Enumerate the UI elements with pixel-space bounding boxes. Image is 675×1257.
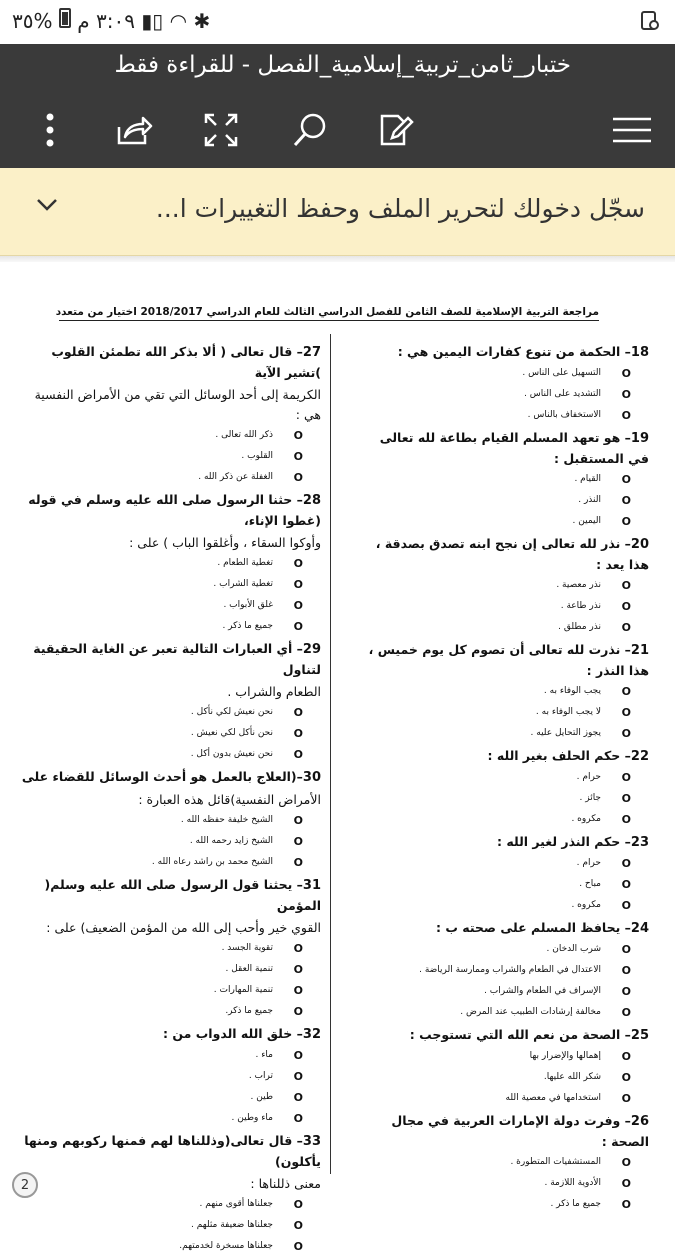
option-text: الأدوية اللازمة . bbox=[544, 1178, 601, 1188]
option-bullet: O bbox=[293, 471, 303, 484]
answer-option[interactable] bbox=[357, 939, 649, 960]
answer-option[interactable] bbox=[357, 874, 649, 895]
option-bullet: O bbox=[621, 579, 631, 592]
question-text: – نذرت لله تعالى أن تصوم كل يوم خميس ، هذا النذر : bbox=[368, 642, 649, 678]
option-text: تراب . bbox=[248, 1071, 273, 1081]
option-bullet: O bbox=[293, 450, 303, 463]
question-29 bbox=[21, 639, 321, 680]
search-icon bbox=[292, 112, 328, 148]
question-26 bbox=[357, 1111, 649, 1152]
question-27 bbox=[21, 342, 321, 383]
question-number: 28 bbox=[302, 493, 321, 508]
hamburger-menu-icon bbox=[612, 117, 652, 143]
share-button[interactable] bbox=[110, 108, 158, 152]
answer-option[interactable] bbox=[21, 1087, 321, 1108]
option-text: نحن نعيش لكي نأكل . bbox=[190, 707, 273, 717]
option-bullet: O bbox=[621, 621, 631, 634]
answer-option[interactable] bbox=[357, 1152, 649, 1173]
option-bullet: O bbox=[621, 1198, 631, 1211]
option-bullet: O bbox=[293, 1219, 303, 1232]
document-page[interactable] bbox=[0, 262, 675, 1253]
question-text-continued: الطعام والشراب . bbox=[227, 684, 321, 699]
option-text: جعلناها أقوى منهم . bbox=[199, 1199, 273, 1209]
option-text: تنمية المهارات . bbox=[213, 985, 273, 995]
option-text: مباح . bbox=[579, 879, 601, 889]
option-bullet: O bbox=[293, 1198, 303, 1211]
answer-option[interactable] bbox=[357, 895, 649, 916]
option-bullet: O bbox=[293, 1049, 303, 1062]
right-column bbox=[357, 340, 649, 1215]
option-text: استخدامها في معصية الله bbox=[505, 1093, 601, 1103]
question-text: – هو تعهد المسلم القيام بطاعة لله تعالى في المستقبل : bbox=[379, 430, 649, 466]
option-bullet: O bbox=[293, 706, 303, 719]
question-19 bbox=[357, 428, 649, 469]
answer-option[interactable] bbox=[357, 469, 649, 490]
answer-option[interactable] bbox=[21, 467, 321, 488]
option-bullet: O bbox=[621, 727, 631, 740]
question-number: 33 bbox=[302, 1134, 321, 1149]
option-text: مخالفة إرشادات الطبيب عند المرض . bbox=[460, 1007, 601, 1017]
edit-button[interactable] bbox=[372, 108, 420, 152]
answer-option[interactable] bbox=[357, 1173, 649, 1194]
question-text: – الحكمة من تنوع كفارات اليمين هي : bbox=[397, 344, 631, 359]
option-bullet: O bbox=[293, 856, 303, 869]
question-text-continued: القوي خير وأحب إلى الله من المؤمن الضعيف) على : bbox=[46, 920, 321, 935]
question-text: – قال تعالى ( ألا بذكر الله تطمئن القلوب )تشير الآية bbox=[51, 344, 321, 380]
answer-option[interactable] bbox=[21, 702, 321, 723]
answer-option[interactable] bbox=[357, 723, 649, 744]
option-text: الشيخ زايد رحمه الله . bbox=[189, 836, 273, 846]
signal-icon: ▮▯ bbox=[141, 9, 164, 33]
option-bullet: O bbox=[621, 494, 631, 507]
option-text: ماء . bbox=[255, 1050, 273, 1060]
toolbar bbox=[0, 108, 675, 156]
answer-option[interactable] bbox=[357, 1002, 649, 1023]
answer-option[interactable] bbox=[21, 595, 321, 616]
option-text: تغطية الطعام . bbox=[217, 558, 273, 568]
option-text: نذر طاعة . bbox=[560, 601, 601, 611]
question-text: – نذر لله تعالى إن نجح ابنه تصدق بصدقة ، هذا يعد : bbox=[375, 536, 649, 572]
question-number: 31 bbox=[302, 878, 321, 893]
option-text: نحن نأكل لكي نعيش . bbox=[190, 728, 273, 738]
answer-option[interactable] bbox=[357, 1067, 649, 1088]
option-bullet: O bbox=[293, 835, 303, 848]
option-text: جائز . bbox=[579, 793, 601, 803]
option-text: اليمين . bbox=[572, 516, 601, 526]
page-number-badge[interactable]: 2 bbox=[12, 1172, 38, 1198]
option-bullet: O bbox=[621, 685, 631, 698]
answer-option[interactable] bbox=[21, 980, 321, 1001]
option-text: تنمية العقل . bbox=[225, 964, 273, 974]
question-text: – يحافظ المسلم على صحته ب : bbox=[435, 920, 631, 935]
answer-option[interactable] bbox=[21, 1194, 321, 1215]
option-bullet: O bbox=[621, 515, 631, 528]
option-bullet: O bbox=[293, 963, 303, 976]
question-text: – حكم النذر لغير الله : bbox=[497, 834, 631, 849]
option-bullet: O bbox=[621, 600, 631, 613]
battery-icon bbox=[59, 8, 71, 28]
answer-option[interactable] bbox=[357, 960, 649, 981]
option-text: الشيخ خليفة حفظه الله . bbox=[180, 815, 273, 825]
option-bullet: O bbox=[293, 942, 303, 955]
option-text: الشيخ محمد بن راشد رعاه الله . bbox=[151, 857, 273, 867]
answer-option[interactable] bbox=[21, 1215, 321, 1236]
option-bullet: O bbox=[293, 1112, 303, 1125]
answer-option[interactable] bbox=[357, 405, 649, 426]
option-bullet: O bbox=[293, 620, 303, 633]
question-text: – خلق الله الدواب من : bbox=[163, 1026, 303, 1041]
question-text: –(العلاج بالعمل هو أحدث الوسائل للقضاء على bbox=[21, 769, 303, 784]
answer-option[interactable] bbox=[357, 490, 649, 511]
answer-option[interactable] bbox=[357, 981, 649, 1002]
option-text: مكروه . bbox=[571, 814, 601, 824]
question-number: 32 bbox=[302, 1027, 321, 1042]
answer-option[interactable] bbox=[21, 959, 321, 980]
option-bullet: O bbox=[621, 473, 631, 486]
answer-option[interactable] bbox=[357, 681, 649, 702]
search-button[interactable] bbox=[286, 108, 334, 152]
question-text-continued: وأوكوا السقاء ، وأغلقوا الباب ) على : bbox=[129, 535, 321, 550]
answer-option[interactable] bbox=[357, 511, 649, 532]
status-bar bbox=[0, 0, 675, 44]
option-text: الإسراف في الطعام والشراب . bbox=[484, 986, 601, 996]
question-20 bbox=[357, 534, 649, 575]
question-text: – حكم الحلف بغير الله : bbox=[487, 748, 631, 763]
option-text: إهمالها والإضرار بها bbox=[529, 1051, 601, 1061]
option-text: التشديد على الناس . bbox=[524, 389, 601, 399]
option-text: القيام . bbox=[574, 474, 601, 484]
option-bullet: O bbox=[293, 727, 303, 740]
question-33 bbox=[21, 1131, 321, 1172]
question-23 bbox=[357, 832, 649, 853]
question-text-continued: الكريمة إلى أحد الوسائل التي تقي من الأمراض النفسية هي : bbox=[34, 387, 321, 422]
option-bullet: O bbox=[621, 388, 631, 401]
option-bullet: O bbox=[621, 964, 631, 977]
banner-message: سجّل دخولك لتحرير الملف وحفظ التغييرات ا... bbox=[155, 194, 645, 223]
option-bullet: O bbox=[621, 1156, 631, 1169]
option-bullet: O bbox=[293, 1070, 303, 1083]
answer-option[interactable] bbox=[21, 1108, 321, 1129]
option-text: الاعتدال في الطعام والشراب وممارسة الرياضة . bbox=[419, 965, 601, 975]
answer-option[interactable] bbox=[21, 1066, 321, 1087]
option-bullet: O bbox=[621, 1177, 631, 1190]
question-number: 26 bbox=[630, 1114, 649, 1129]
option-bullet: O bbox=[621, 1071, 631, 1084]
question-number: 22 bbox=[630, 749, 649, 764]
question-32 bbox=[21, 1024, 321, 1045]
share-icon bbox=[115, 113, 153, 147]
answer-option[interactable] bbox=[357, 809, 649, 830]
option-text: ماء وطين . bbox=[231, 1113, 273, 1123]
question-number: 23 bbox=[630, 835, 649, 850]
option-bullet: O bbox=[621, 1092, 631, 1105]
answer-option[interactable] bbox=[21, 723, 321, 744]
option-bullet: O bbox=[293, 748, 303, 761]
answer-option[interactable] bbox=[21, 425, 321, 446]
option-text: النذر . bbox=[578, 495, 601, 505]
answer-option[interactable] bbox=[21, 831, 321, 852]
question-22 bbox=[357, 746, 649, 767]
option-bullet: O bbox=[293, 814, 303, 827]
question-text: – يحثنا قول الرسول صلى الله عليه وسلم( المؤمن bbox=[44, 877, 321, 913]
option-bullet: O bbox=[621, 1050, 631, 1063]
option-text: التسهيل على الناس . bbox=[522, 368, 601, 378]
option-text: جعلناها ضعيفة مثلهم . bbox=[190, 1220, 273, 1230]
edit-document-icon bbox=[378, 112, 414, 148]
question-21 bbox=[357, 640, 649, 681]
answer-option[interactable] bbox=[357, 702, 649, 723]
option-text: نذر معصية . bbox=[556, 580, 601, 590]
option-text: تقوية الجسد . bbox=[221, 943, 273, 953]
answer-option[interactable] bbox=[21, 1236, 321, 1257]
menu-button[interactable] bbox=[608, 108, 656, 152]
option-text: شكر الله عليها. bbox=[543, 1072, 601, 1082]
status-time: ٣:٠٩ م bbox=[77, 9, 135, 33]
option-text: تغطية الشراب . bbox=[213, 579, 273, 589]
option-bullet: O bbox=[293, 557, 303, 570]
answer-option[interactable] bbox=[21, 446, 321, 467]
option-bullet: O bbox=[293, 578, 303, 591]
answer-option[interactable] bbox=[21, 574, 321, 595]
document-title: ختبار_ثامن_تربية_إسلامية_الفصل - للقراءة فقط bbox=[114, 52, 571, 78]
question-text: – أي العبارات التالية تعبر عن الغاية الحقيقية لتناول bbox=[33, 641, 321, 677]
option-bullet: O bbox=[621, 943, 631, 956]
option-bullet: O bbox=[621, 792, 631, 805]
option-text: جميع ما ذكر . bbox=[222, 621, 273, 631]
option-bullet: O bbox=[621, 367, 631, 380]
option-bullet: O bbox=[621, 857, 631, 870]
option-bullet: O bbox=[621, 985, 631, 998]
option-bullet: O bbox=[293, 1091, 303, 1104]
more-options-button[interactable] bbox=[26, 108, 74, 152]
option-bullet: O bbox=[621, 771, 631, 784]
option-bullet: O bbox=[293, 599, 303, 612]
question-number: 29 bbox=[302, 642, 321, 657]
question-text: – وفرت دولة الإمارات العربية في مجال الصحة : bbox=[391, 1113, 649, 1149]
answer-option[interactable] bbox=[21, 1045, 321, 1066]
question-text: – حثنا الرسول صلى الله عليه وسلم في قوله (غطوا الإناء، bbox=[28, 492, 321, 528]
question-number: 30 bbox=[302, 770, 321, 785]
fullscreen-button[interactable] bbox=[197, 108, 245, 152]
option-bullet: O bbox=[621, 813, 631, 826]
question-25 bbox=[357, 1025, 649, 1046]
option-bullet: O bbox=[293, 984, 303, 997]
answer-option[interactable] bbox=[357, 363, 649, 384]
question-text: – قال تعالى(وذللناها لهم فمنها ركوبهم ومنها يأكلون) bbox=[24, 1133, 321, 1169]
question-number: 24 bbox=[630, 921, 649, 936]
option-text: حرام . bbox=[576, 772, 601, 782]
answer-option[interactable] bbox=[21, 1001, 321, 1022]
bluetooth-icon: ✱ bbox=[193, 9, 211, 33]
option-bullet: O bbox=[293, 429, 303, 442]
option-text: ذكر الله تعالى . bbox=[215, 430, 273, 440]
question-18 bbox=[357, 342, 649, 363]
question-24 bbox=[357, 918, 649, 939]
answer-option[interactable] bbox=[357, 384, 649, 405]
more-vertical-icon bbox=[45, 113, 55, 147]
option-text: القلوب . bbox=[241, 451, 273, 461]
option-bullet: O bbox=[293, 1005, 303, 1018]
question-text: – الصحة من نعم الله التي تستوجب : bbox=[409, 1027, 631, 1042]
option-text: نحن نعيش بدون أكل . bbox=[190, 749, 273, 759]
option-text: المستشفيات المتطورة . bbox=[510, 1157, 601, 1167]
question-number: 19 bbox=[630, 431, 649, 446]
status-left bbox=[12, 8, 210, 33]
option-text: لا يجب الوفاء به . bbox=[535, 707, 601, 717]
fullscreen-icon bbox=[204, 113, 238, 147]
chevron-down-icon[interactable] bbox=[36, 198, 58, 212]
question-30 bbox=[21, 767, 321, 788]
question-text-continued: الأمراض النفسية)قائل هذه العبارة : bbox=[138, 792, 321, 807]
option-text: الاستخفاف بالناس . bbox=[527, 410, 601, 420]
answer-option[interactable] bbox=[21, 553, 321, 574]
rotate-lock-icon bbox=[639, 10, 661, 32]
option-text: مكروه . bbox=[571, 900, 601, 910]
option-text: يجب الوفاء به . bbox=[543, 686, 601, 696]
answer-option[interactable] bbox=[21, 744, 321, 765]
option-bullet: O bbox=[621, 409, 631, 422]
answer-option[interactable] bbox=[357, 767, 649, 788]
question-number: 21 bbox=[630, 643, 649, 658]
option-text: غلق الأبواب . bbox=[223, 600, 273, 610]
answer-option[interactable] bbox=[357, 853, 649, 874]
question-number: 27 bbox=[302, 345, 321, 360]
answer-option[interactable] bbox=[21, 810, 321, 831]
answer-option[interactable] bbox=[21, 852, 321, 873]
battery-percent: %٣٥ bbox=[12, 9, 53, 33]
option-text: يجوز التحايل عليه . bbox=[530, 728, 601, 738]
option-text: جميع ما ذكر . bbox=[550, 1199, 601, 1209]
question-number: 25 bbox=[630, 1028, 649, 1043]
app-bar bbox=[0, 44, 675, 168]
question-text-continued: معنى ذللناها : bbox=[250, 1176, 321, 1191]
option-text: جعلناها مسخرة لخدمتهم. bbox=[179, 1241, 273, 1251]
answer-option[interactable] bbox=[357, 1194, 649, 1215]
answer-option[interactable] bbox=[357, 1088, 649, 1109]
question-number: 18 bbox=[630, 345, 649, 360]
wifi-icon: ◠ bbox=[169, 9, 188, 33]
option-text: طين . bbox=[250, 1092, 273, 1102]
option-text: نذر مطلق . bbox=[558, 622, 601, 632]
column-divider bbox=[330, 334, 331, 1174]
question-31 bbox=[21, 875, 321, 916]
option-bullet: O bbox=[293, 1240, 303, 1253]
sign-in-banner[interactable] bbox=[0, 168, 675, 256]
option-text: شرب الدخان . bbox=[546, 944, 601, 954]
document-header: مراجعة التربية الإسلامية للصف الثامن للفصل الدراسي الثالث للعام الدراسي 2018/2017 اختيار من متعدد bbox=[59, 306, 599, 321]
answer-option[interactable] bbox=[357, 596, 649, 617]
answer-option[interactable] bbox=[21, 938, 321, 959]
option-bullet: O bbox=[621, 899, 631, 912]
left-column bbox=[21, 340, 321, 1257]
option-bullet: O bbox=[621, 878, 631, 891]
answer-option[interactable] bbox=[357, 1046, 649, 1067]
option-bullet: O bbox=[621, 1006, 631, 1019]
answer-option[interactable] bbox=[357, 617, 649, 638]
question-number: 20 bbox=[630, 537, 649, 552]
answer-option[interactable] bbox=[357, 575, 649, 596]
answer-option[interactable] bbox=[357, 788, 649, 809]
option-text: حرام . bbox=[576, 858, 601, 868]
option-text: جميع ما ذكر. bbox=[225, 1006, 273, 1016]
answer-option[interactable] bbox=[21, 616, 321, 637]
status-right bbox=[639, 10, 661, 32]
option-text: الغفلة عن ذكر الله . bbox=[198, 472, 273, 482]
question-28 bbox=[21, 490, 321, 531]
option-bullet: O bbox=[621, 706, 631, 719]
